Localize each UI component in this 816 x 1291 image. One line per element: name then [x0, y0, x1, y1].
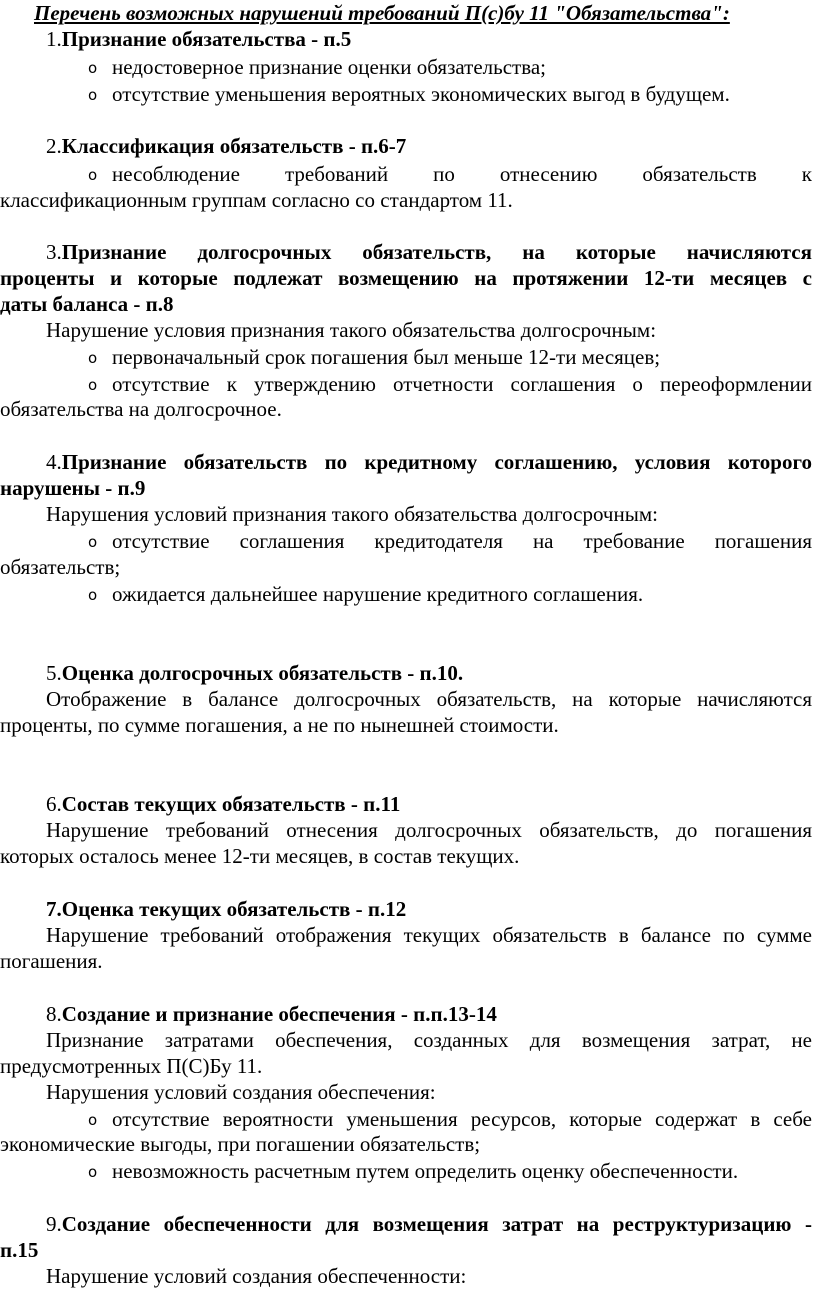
section-title: Признание долгосрочных обязательств, на которые начисляются: [61, 240, 812, 264]
paragraph: Нарушение требований отнесения долгосрочных обязательств, до погашения: [46, 818, 812, 842]
paragraph: Нарушение требований отображения текущих обязательств в балансе по сумме: [46, 923, 812, 947]
paragraph: Нарушение условий создания обеспеченности:: [46, 1264, 467, 1288]
section-title: Состав текущих обязательств - п.11: [61, 792, 401, 816]
document-title: Перечень возможных нарушений требований П(с)бу 11 "Обязательства":: [34, 1, 730, 25]
section-9-heading: [46, 1211, 812, 1237]
section-1-heading: [46, 26, 812, 52]
bullet-icon: o: [88, 349, 98, 367]
paragraph: Нарушения условий создания обеспечения:: [46, 1080, 436, 1104]
section-title-continuation: п.15: [0, 1238, 39, 1262]
bullet-icon: o: [88, 86, 98, 104]
section-title: Классификация обязательств - п.6-7: [61, 134, 407, 158]
section-number: 1.: [46, 27, 62, 51]
list-item-continuation: обязательства на долгосрочное.: [0, 397, 282, 421]
list-item: o несоблюдение требований по отнесению обязательств к: [88, 162, 812, 186]
bullet-icon: o: [88, 1163, 98, 1181]
paragraph: Нарушение условия признания такого обязательства долгосрочным:: [46, 318, 657, 342]
list-item: o невозможность расчетным путем определить оценку обеспеченности.: [88, 1159, 739, 1183]
section-5-heading: [46, 660, 812, 686]
section-title: Признание обязательств по кредитному соглашению, условия которого: [61, 450, 812, 474]
paragraph-continuation: погашения.: [0, 949, 103, 973]
list-item: o отсутствие соглашения кредитодателя на требование погашения: [88, 529, 812, 553]
bullet-icon: o: [88, 166, 98, 184]
list-item-continuation: классификационным группам согласно со стандартом 11.: [0, 188, 513, 212]
bullet-icon: o: [88, 59, 98, 77]
section-number: 3.: [46, 240, 62, 264]
section-number: 4.: [46, 450, 62, 474]
section-4-heading: [46, 449, 812, 475]
section-8-heading: [46, 1001, 812, 1027]
section-title: Признание обязательства - п.5: [61, 27, 352, 51]
section-number: 7.: [46, 897, 62, 921]
bullet-icon: o: [88, 533, 98, 551]
list-item: o первоначальный срок погашения был меньше 12-ти месяцев;: [88, 345, 661, 369]
section-number: 5.: [46, 661, 62, 685]
section-title-continuation: даты баланса - п.8: [0, 292, 174, 316]
list-item: o ожидается дальнейшее нарушение кредитного соглашения.: [88, 582, 644, 606]
bullet-icon: o: [88, 376, 98, 394]
paragraph: Признание затратами обеспечения, созданных для возмещения затрат, не: [46, 1028, 812, 1052]
bullet-icon: o: [88, 1111, 98, 1129]
list-item: o отсутствие к утверждению отчетности соглашения о переоформлении: [88, 372, 812, 396]
section-title-continuation: нарушены - п.9: [0, 476, 146, 500]
paragraph: Нарушения условий признания такого обязательства долгосрочным:: [46, 502, 658, 526]
bullet-icon: o: [88, 586, 98, 604]
paragraph-continuation: проценты, по сумме погашения, а не по нынешней стоимости.: [0, 713, 559, 737]
section-2-heading: [46, 133, 812, 159]
section-title: Создание обеспеченности для возмещения затрат на реструктуризацию -: [61, 1212, 812, 1236]
paragraph-continuation: предусмотренных П(С)Бу 11.: [0, 1054, 263, 1078]
section-7-heading: [46, 896, 812, 922]
section-title: Создание и признание обеспечения - п.п.13-14: [61, 1002, 497, 1026]
paragraph: Отображение в балансе долгосрочных обязательств, на которые начисляются: [46, 687, 812, 711]
section-number: 9.: [46, 1212, 62, 1236]
section-number: 6.: [46, 792, 62, 816]
list-item: o отсутствие уменьшения вероятных экономических выгод в будущем.: [88, 82, 730, 106]
section-number: 2.: [46, 134, 62, 158]
section-title: Оценка текущих обязательств - п.12: [61, 897, 407, 921]
paragraph-continuation: которых осталось менее 12-ти месяцев, в состав текущих.: [0, 844, 520, 868]
list-item-continuation: обязательств;: [0, 555, 121, 579]
section-6-heading: [46, 791, 812, 817]
section-3-heading: [46, 239, 812, 265]
section-title-continuation: проценты и которые подлежат возмещению на протяжении 12-ти месяцев с: [0, 266, 812, 290]
list-item: o недостоверное признание оценки обязательства;: [88, 55, 546, 79]
list-item-continuation: экономические выгоды, при погашении обязательств;: [0, 1132, 481, 1156]
section-number: 8.: [46, 1002, 62, 1026]
list-item: o отсутствие вероятности уменьшения ресурсов, которые содержат в себе: [88, 1107, 812, 1131]
section-title: Оценка долгосрочных обязательств - п.10.: [61, 661, 464, 685]
